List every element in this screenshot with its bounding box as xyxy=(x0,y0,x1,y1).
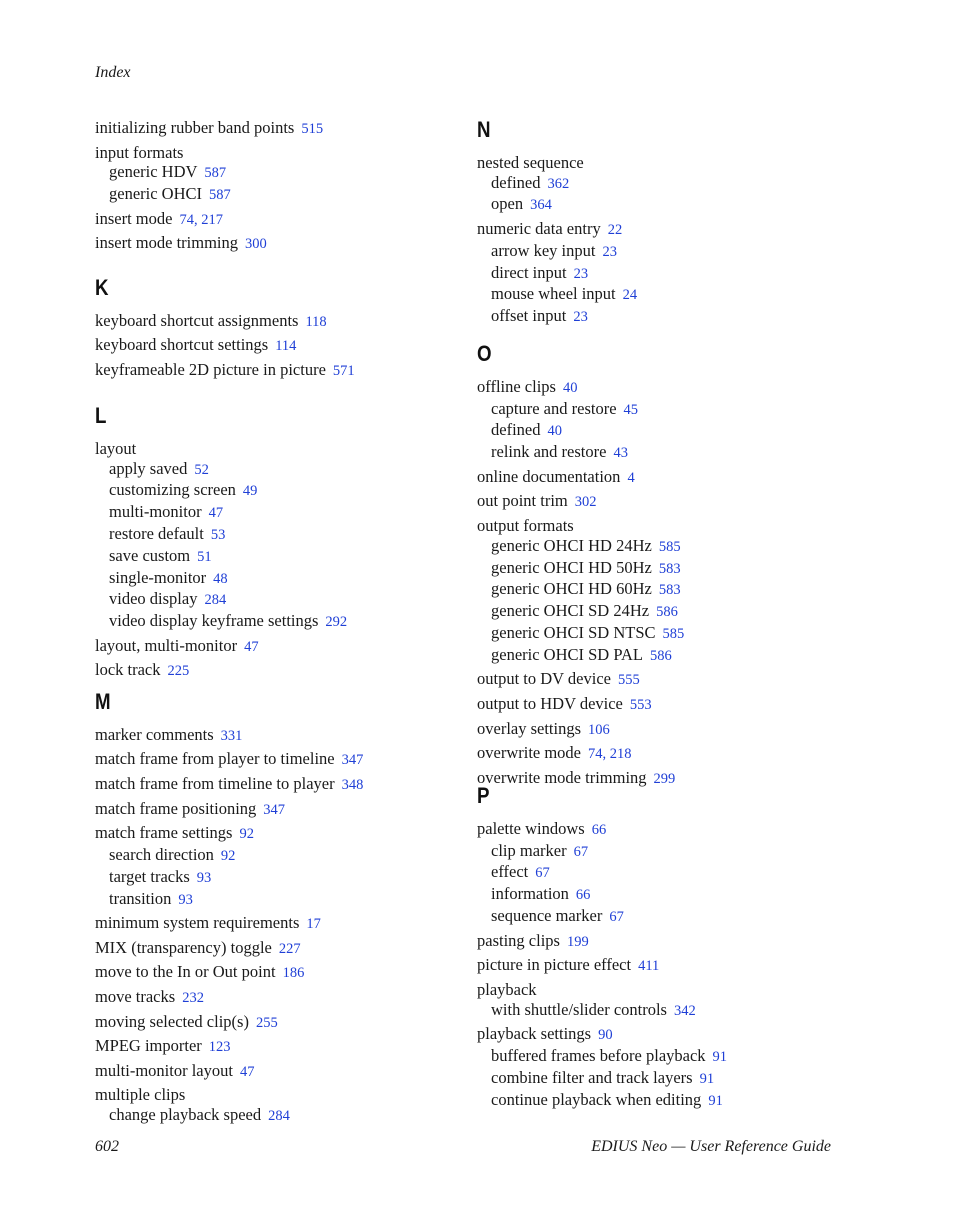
index-subentry xyxy=(95,1105,475,1127)
index-subentry xyxy=(477,1090,857,1112)
index-entry xyxy=(477,694,857,716)
index-entry xyxy=(95,987,475,1009)
index-entry xyxy=(477,153,857,173)
index-subentry xyxy=(95,459,475,481)
index-subentry xyxy=(477,536,857,558)
entry-term: output formats xyxy=(477,515,574,535)
page-reference-link[interactable]: 227 xyxy=(278,940,301,957)
entry-term: overwrite mode xyxy=(477,743,582,763)
entry-term: match frame positioning xyxy=(95,798,257,818)
entry-term: single-monitor xyxy=(109,567,207,587)
entry-term: MIX (transparency) toggle xyxy=(95,937,272,957)
index-entry xyxy=(477,669,857,691)
page-reference-link[interactable]: 585 xyxy=(658,538,681,555)
entry-term: generic OHCI SD PAL xyxy=(491,644,644,664)
index-subentry xyxy=(477,194,857,216)
index-subentry xyxy=(477,1068,857,1090)
page-reference-link[interactable]: 199 xyxy=(566,933,589,950)
page-reference-link[interactable]: 299 xyxy=(653,770,676,787)
page-reference-link[interactable]: 114 xyxy=(275,338,297,355)
index-subentry xyxy=(477,1000,857,1022)
index-entry xyxy=(95,636,475,658)
index-entry xyxy=(95,962,475,984)
index-section-p xyxy=(477,784,857,1111)
index-subentry xyxy=(477,623,857,645)
index-subentry xyxy=(95,589,475,611)
page-reference-link[interactable]: 23 xyxy=(573,309,588,326)
index-entry xyxy=(477,819,857,841)
index-subentry xyxy=(477,173,857,195)
index-entry xyxy=(477,743,857,765)
entry-term: initializing rubber band points xyxy=(95,118,295,137)
index-entry xyxy=(95,311,475,333)
index-subentry xyxy=(477,558,857,580)
index-subentry xyxy=(477,263,857,285)
entry-term: playback settings xyxy=(477,1024,592,1044)
section-letter: O xyxy=(477,341,492,366)
page-reference-link[interactable]: 583 xyxy=(658,582,681,599)
index-subentry xyxy=(477,399,857,421)
index-entry xyxy=(95,938,475,960)
index-entry xyxy=(95,1085,475,1105)
entry-term: generic OHCI SD NTSC xyxy=(491,622,656,642)
page-reference-link[interactable]: 586 xyxy=(650,647,672,664)
index-entry xyxy=(477,467,857,489)
page-reference-link[interactable]: 45 xyxy=(623,401,639,418)
page-reference-link[interactable]: 40 xyxy=(547,423,562,440)
index-entry xyxy=(95,749,475,771)
page-reference-link[interactable]: 66 xyxy=(591,821,607,838)
entry-term: effect xyxy=(491,862,529,882)
page-reference-link[interactable]: 553 xyxy=(629,696,652,713)
entry-term: video display xyxy=(109,589,198,609)
index-entry xyxy=(95,913,475,935)
entry-term: generic OHCI SD 24Hz xyxy=(491,601,650,621)
index-subentry xyxy=(477,1046,857,1068)
index-subentry xyxy=(477,862,857,884)
entry-term: overlay settings xyxy=(477,718,582,738)
entry-term: nested sequence xyxy=(477,152,584,172)
page-reference-link[interactable]: 91 xyxy=(708,1092,723,1109)
section-letter: N xyxy=(477,117,491,142)
entry-term: offline clips xyxy=(477,376,556,396)
page-reference-link[interactable]: 91 xyxy=(712,1048,728,1065)
index-entry xyxy=(95,439,475,459)
index-entry xyxy=(95,118,475,140)
page-reference-link[interactable]: 53 xyxy=(210,526,226,543)
index-entry xyxy=(95,799,475,821)
page-number: 602 xyxy=(95,1138,119,1155)
index-entry xyxy=(477,719,857,741)
entry-term: generic OHCI HD 24Hz xyxy=(491,535,652,555)
page-reference-link[interactable]: 74, 217 xyxy=(179,211,223,228)
page-reference-link[interactable]: 23 xyxy=(602,243,617,260)
entry-term: layout xyxy=(95,438,137,458)
index-subentry xyxy=(95,480,475,502)
entry-term: match frame settings xyxy=(95,823,233,843)
index-entry xyxy=(95,143,475,163)
page-reference-link[interactable]: 225 xyxy=(167,663,190,680)
index-subentry xyxy=(95,889,475,911)
page-reference-link[interactable]: 92 xyxy=(220,847,236,864)
entry-term: multi-monitor layout xyxy=(95,1060,233,1080)
page-reference-link[interactable]: 284 xyxy=(204,592,227,609)
index-section-n xyxy=(477,118,857,328)
page-reference-link[interactable]: 571 xyxy=(332,362,355,379)
index-section-l xyxy=(95,404,475,682)
entry-term: keyboard shortcut assignments xyxy=(95,310,299,330)
entry-term: capture and restore xyxy=(491,398,617,418)
entry-term: insert mode trimming xyxy=(95,233,238,253)
entry-term: input formats xyxy=(95,142,184,162)
entry-term: insert mode xyxy=(95,208,173,228)
index-subentry xyxy=(477,906,857,928)
index-subentry xyxy=(477,841,857,863)
page-reference-link[interactable]: 74, 218 xyxy=(588,746,632,763)
entry-term: MPEG importer xyxy=(95,1036,202,1056)
index-subentry xyxy=(95,162,475,184)
index-entry xyxy=(477,931,857,953)
page-reference-link[interactable]: 300 xyxy=(244,236,267,253)
index-entry xyxy=(477,516,857,536)
entry-term: change playback speed xyxy=(109,1105,262,1125)
page-reference-link[interactable]: 347 xyxy=(341,752,364,769)
page-reference-link[interactable]: 587 xyxy=(204,165,227,182)
entry-term: keyframeable 2D picture in picture xyxy=(95,359,326,379)
page-reference-link[interactable]: 24 xyxy=(622,287,638,304)
entry-term: video display keyframe settings xyxy=(109,611,319,631)
page-reference-link[interactable]: 585 xyxy=(662,625,685,642)
entry-term: defined xyxy=(491,420,541,440)
page-reference-link[interactable]: 43 xyxy=(613,445,628,462)
page-reference-link[interactable]: 52 xyxy=(194,461,209,478)
page-reference-link[interactable]: 186 xyxy=(282,965,305,982)
index-entry xyxy=(95,1061,475,1083)
page-reference-link[interactable]: 364 xyxy=(530,197,552,214)
index-subentry xyxy=(95,502,475,524)
section-letter: L xyxy=(95,403,107,428)
entry-term: output to DV device xyxy=(477,669,611,689)
page-reference-link[interactable]: 348 xyxy=(341,776,364,793)
entry-term: overwrite mode trimming xyxy=(477,767,647,787)
page-reference-link[interactable]: 284 xyxy=(268,1108,290,1125)
index-entry xyxy=(477,955,857,977)
index-section-o xyxy=(477,342,857,790)
entry-term: combine filter and track layers xyxy=(491,1067,693,1087)
entry-term: arrow key input xyxy=(491,240,596,260)
entry-term: generic OHCI HD 50Hz xyxy=(491,557,652,577)
index-subentry xyxy=(477,241,857,263)
page-reference-link[interactable]: 47 xyxy=(239,1063,255,1080)
entry-term: continue playback when editing xyxy=(491,1089,702,1109)
page-reference-link[interactable]: 255 xyxy=(255,1014,278,1031)
page-reference-link[interactable]: 67 xyxy=(609,908,624,925)
index-subentry xyxy=(477,442,857,464)
page-reference-link[interactable]: 40 xyxy=(562,379,578,396)
page-reference-link[interactable]: 232 xyxy=(182,989,204,1006)
page-reference-link[interactable]: 93 xyxy=(178,891,193,908)
index-entry xyxy=(477,219,857,241)
page-reference-link[interactable]: 342 xyxy=(673,1002,696,1019)
index-subentry xyxy=(95,524,475,546)
index-entry xyxy=(477,1024,857,1046)
index-subentry xyxy=(477,884,857,906)
page-reference-link[interactable]: 302 xyxy=(574,494,597,511)
entry-term: search direction xyxy=(109,844,214,864)
entry-term: mouse wheel input xyxy=(491,284,616,304)
entry-term: match frame from timeline to player xyxy=(95,773,335,793)
index-entry xyxy=(477,377,857,399)
entry-term: output to HDV device xyxy=(477,693,623,713)
section-letter: K xyxy=(95,275,109,300)
entry-term: multi-monitor xyxy=(109,502,202,522)
entry-term: defined xyxy=(491,172,541,192)
section-letter: P xyxy=(477,783,490,808)
footer-title: EDIUS Neo — User Reference Guide xyxy=(591,1138,831,1155)
entry-term: buffered frames before playback xyxy=(491,1045,706,1065)
index-entry xyxy=(477,491,857,513)
page-reference-link[interactable]: 292 xyxy=(325,614,348,631)
index-subentry xyxy=(95,546,475,568)
page-reference-link[interactable]: 22 xyxy=(607,221,623,238)
entry-term: minimum system requirements xyxy=(95,913,300,933)
page-reference-link[interactable]: 586 xyxy=(656,604,678,621)
entry-term: sequence marker xyxy=(491,905,603,925)
entry-term: playback xyxy=(477,979,537,999)
entry-term: target tracks xyxy=(109,866,190,886)
page-reference-link[interactable]: 331 xyxy=(220,727,243,744)
index-subentry xyxy=(477,645,857,667)
index-subentry xyxy=(477,284,857,306)
entry-term: move tracks xyxy=(95,986,176,1006)
index-subentry xyxy=(95,867,475,889)
index-entry xyxy=(95,335,475,357)
page-reference-link[interactable]: 106 xyxy=(588,721,610,738)
entry-term: information xyxy=(491,884,569,904)
entry-term: marker comments xyxy=(95,724,214,744)
page-reference-link[interactable]: 123 xyxy=(208,1039,231,1056)
entry-term: transition xyxy=(109,888,172,908)
entry-term: keyboard shortcut settings xyxy=(95,335,269,355)
index-subentry xyxy=(95,845,475,867)
index-entry xyxy=(477,980,857,1000)
page-reference-link[interactable]: 66 xyxy=(575,887,591,904)
entry-term: pasting clips xyxy=(477,930,560,950)
index-subentry xyxy=(95,611,475,633)
page-reference-link[interactable]: 92 xyxy=(239,826,254,843)
entry-term: direct input xyxy=(491,262,567,282)
index-subentry xyxy=(477,306,857,328)
index-subentry xyxy=(477,579,857,601)
page-reference-link[interactable]: 555 xyxy=(617,672,640,689)
entry-term: generic OHCI xyxy=(109,184,203,204)
section-letter: M xyxy=(95,689,111,714)
page-reference-link[interactable]: 583 xyxy=(658,560,681,577)
entry-term: open xyxy=(491,194,524,214)
index-entry xyxy=(95,823,475,845)
entry-term: restore default xyxy=(109,523,204,543)
entry-term: numeric data entry xyxy=(477,218,601,238)
entry-term: online documentation xyxy=(477,466,621,486)
index-entry xyxy=(95,774,475,796)
index-subentry xyxy=(477,601,857,623)
entry-term: picture in picture effect xyxy=(477,955,632,975)
page-reference-link[interactable]: 362 xyxy=(547,175,570,192)
entry-term: relink and restore xyxy=(491,442,607,462)
entry-term: lock track xyxy=(95,660,161,680)
page-reference-link[interactable]: 48 xyxy=(213,570,228,587)
entry-term: generic HDV xyxy=(109,162,198,182)
page-reference-link[interactable]: 515 xyxy=(301,121,324,137)
entry-term: offset input xyxy=(491,306,567,326)
index-entry xyxy=(95,1012,475,1034)
page-reference-link[interactable]: 90 xyxy=(598,1027,613,1044)
page-reference-link[interactable]: 47 xyxy=(244,638,259,655)
entry-term: move to the In or Out point xyxy=(95,962,276,982)
page-reference-link[interactable]: 347 xyxy=(263,801,286,818)
page-reference-link[interactable]: 118 xyxy=(305,313,327,330)
index-section xyxy=(95,118,475,255)
index-entry xyxy=(95,209,475,231)
entry-term: match frame from player to timeline xyxy=(95,749,335,769)
index-section-m xyxy=(95,690,475,1127)
index-entry xyxy=(95,233,475,255)
page-reference-link[interactable]: 587 xyxy=(209,187,231,204)
index-section-k xyxy=(95,276,475,382)
running-head: Index xyxy=(95,64,131,81)
index-subentry xyxy=(477,420,857,442)
index-subentry xyxy=(95,184,475,206)
entry-term: multiple clips xyxy=(95,1085,186,1105)
page-reference-link[interactable]: 51 xyxy=(197,548,212,565)
entry-term: moving selected clip(s) xyxy=(95,1011,249,1031)
index-entry xyxy=(95,660,475,682)
index-entry xyxy=(95,1036,475,1058)
entry-term: customizing screen xyxy=(109,480,236,500)
entry-term: clip marker xyxy=(491,840,567,860)
page-reference-link[interactable]: 67 xyxy=(573,843,589,860)
entry-term: generic OHCI HD 60Hz xyxy=(491,579,652,599)
entry-term: with shuttle/slider controls xyxy=(491,999,667,1019)
entry-term: layout, multi-monitor xyxy=(95,635,238,655)
page-reference-link[interactable]: 67 xyxy=(535,865,550,882)
index-subentry xyxy=(95,568,475,590)
entry-term: out point trim xyxy=(477,491,568,511)
entry-term: palette windows xyxy=(477,818,585,838)
index-entry xyxy=(95,725,475,747)
entry-term: save custom xyxy=(109,545,191,565)
page-reference-link[interactable]: 17 xyxy=(306,916,321,933)
page-reference-link[interactable]: 91 xyxy=(699,1070,715,1087)
page-reference-link[interactable]: 49 xyxy=(242,483,258,500)
index-entry xyxy=(95,360,475,382)
entry-term: apply saved xyxy=(109,458,188,478)
page-reference-link[interactable]: 47 xyxy=(208,505,224,522)
page-reference-link[interactable]: 93 xyxy=(196,869,212,886)
page-reference-link[interactable]: 4 xyxy=(627,469,635,486)
page-reference-link[interactable]: 23 xyxy=(573,265,589,282)
page-reference-link[interactable]: 411 xyxy=(638,958,660,975)
